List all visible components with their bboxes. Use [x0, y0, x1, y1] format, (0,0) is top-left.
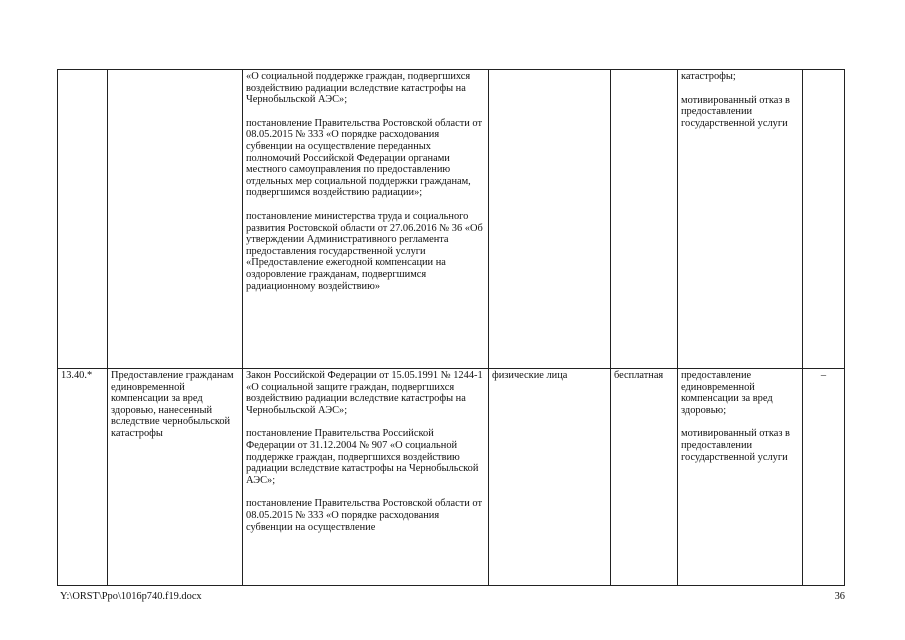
services-table — [57, 69, 845, 586]
cell-legal-basis — [243, 70, 489, 369]
cell-service — [108, 70, 243, 369]
recipients-text: физические лица — [492, 370, 568, 381]
footer-page-number: 36 — [834, 591, 845, 602]
cell-last — [803, 70, 845, 369]
legal-basis-paragraph: «О социальной поддержке граждан, подвергшихся воздействию радиации вследствие катастрофы на Чернобыльской АЭС»; — [246, 71, 471, 106]
cell-result — [678, 369, 803, 586]
result-paragraph: катастрофы; — [681, 71, 736, 82]
service-name: Предоставление гражданам единовременной компенсации за вред здоровью, нанесенный вследствие чернобыльской катастрофы — [111, 370, 234, 439]
legal-basis-paragraph: постановление Правительства Российской Федерации от 31.12.2004 № 907 «О социальной поддержке граждан, подвергшихся воздействию радиации вследствие катастрофы на Чернобыльской АЭС»; — [246, 428, 479, 486]
cell-number — [58, 70, 108, 369]
result-paragraph: предоставление единовременной компенсации за вред здоровью; — [681, 370, 773, 416]
legal-basis-paragraph: Закон Российской Федерации от 15.05.1991 № 1244-1 «О социальной защите граждан, подвергшихся воздействию радиации вследствие катастрофы на Чернобыльской АЭС»; — [246, 370, 483, 416]
cell-result — [678, 70, 803, 369]
footer-file-path: Y:\ORST\Ppo\1016p740.f19.docx — [60, 591, 202, 602]
legal-basis-paragraph: постановление Правительства Ростовской области от 08.05.2015 № 333 «О порядке расходования субвенции на осуществление — [246, 498, 482, 533]
cell-recipients — [489, 369, 611, 586]
table-row-1 — [58, 70, 845, 369]
result-paragraph: мотивированный отказ в предоставлении государственной услуги — [681, 428, 790, 463]
cell-service — [108, 369, 243, 586]
number-text: 13.40.* — [61, 370, 93, 381]
cell-recipients — [489, 70, 611, 369]
table-row-2 — [58, 369, 845, 586]
last-text: – — [820, 370, 827, 381]
cell-last — [803, 369, 845, 586]
legal-basis-paragraph: постановление Правительства Ростовской области от 08.05.2015 № 333 «О порядке расходования субвенции на осуществление переданных полномочий Российской Федерации органами местного самоуправления по предоставлению отдельных мер социальной поддержки гражданам, подвергшимся воздействию радиации»; — [246, 117, 482, 199]
cell-legal-basis — [243, 369, 489, 586]
result-paragraph: мотивированный отказ в предоставлении государственной услуги — [681, 94, 790, 129]
legal-basis-paragraph: постановление министерства труда и социального развития Ростовской области от 27.06.2016 № 36 «Об утверждении Административного регламента предоставления государственной услуги «Предоставление ежегодной компенсации на оздоровление гражданам, подвергшимся радиационному воздействию» — [246, 210, 483, 292]
cost-text: бесплатная — [614, 370, 664, 381]
cell-cost — [611, 369, 678, 586]
cell-number — [58, 369, 108, 586]
cell-cost — [611, 70, 678, 369]
